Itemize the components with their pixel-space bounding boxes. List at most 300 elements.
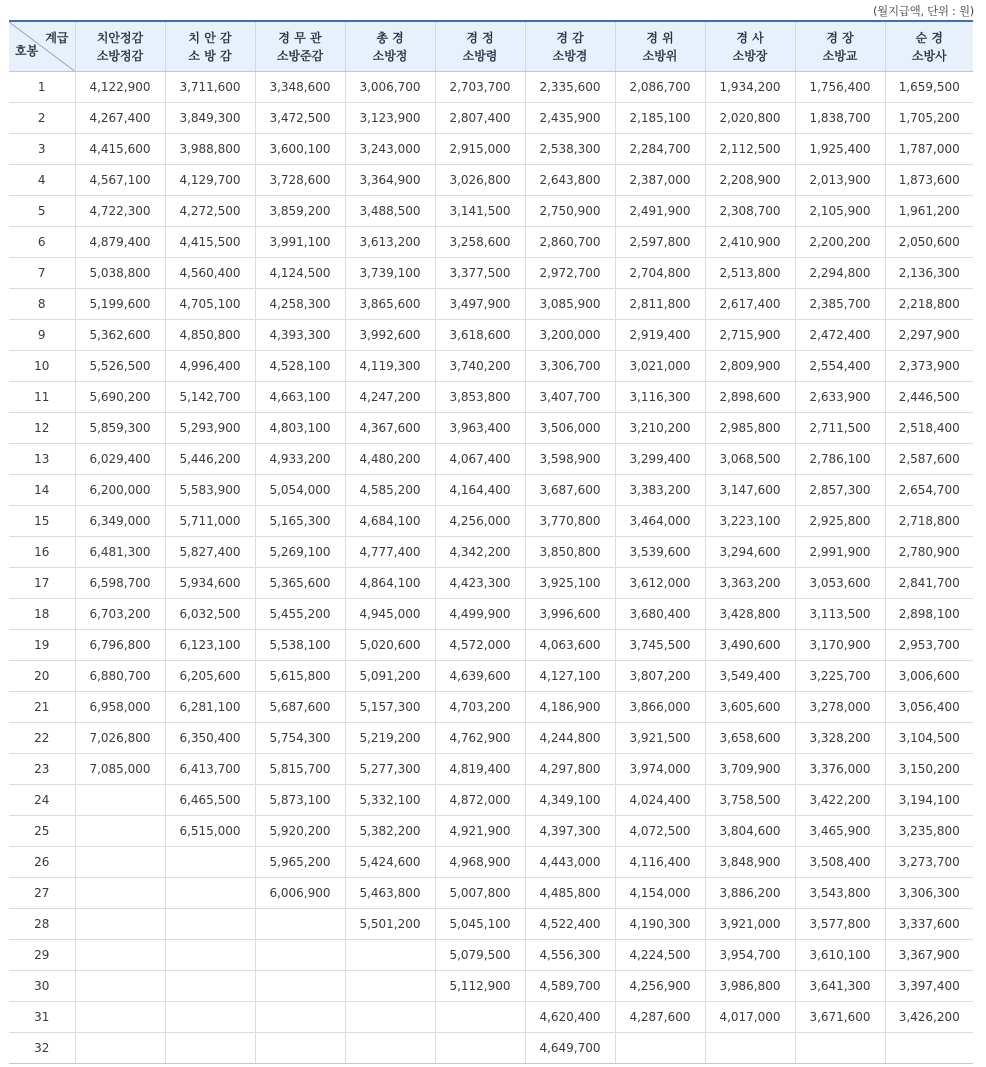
col-header-6: [525, 21, 615, 72]
salary-cell: 2,385,700: [795, 289, 885, 320]
salary-cell: 3,577,800: [795, 909, 885, 940]
salary-cell: 3,770,800: [525, 506, 615, 537]
step-number-cell: 25: [9, 816, 75, 847]
salary-cell: 2,112,500: [705, 134, 795, 165]
salary-cell: 4,528,100: [255, 351, 345, 382]
salary-cell: 2,915,000: [435, 134, 525, 165]
salary-cell: 5,538,100: [255, 630, 345, 661]
salary-cell: 4,499,900: [435, 599, 525, 630]
table-row: [9, 630, 973, 661]
table-row: [9, 661, 973, 692]
salary-cell: 4,258,300: [255, 289, 345, 320]
salary-cell: 2,208,900: [705, 165, 795, 196]
salary-cell: 5,365,600: [255, 568, 345, 599]
salary-cell: 4,116,400: [615, 847, 705, 878]
salary-cell: 3,465,900: [795, 816, 885, 847]
salary-cell: [75, 847, 165, 878]
salary-cell: 3,235,800: [885, 816, 973, 847]
salary-cell: 6,958,000: [75, 692, 165, 723]
salary-cell: 6,413,700: [165, 754, 255, 785]
table-row: [9, 475, 973, 506]
salary-cell: 4,127,100: [525, 661, 615, 692]
salary-cell: 3,641,300: [795, 971, 885, 1002]
col-header-fire: 소방교: [822, 48, 858, 63]
salary-cell: 2,554,400: [795, 351, 885, 382]
salary-cell: 2,633,900: [795, 382, 885, 413]
step-number-cell: 3: [9, 134, 75, 165]
salary-cell: [75, 940, 165, 971]
salary-cell: 3,680,400: [615, 599, 705, 630]
col-header-police: 경 무 관: [278, 30, 322, 45]
salary-cell: 5,038,800: [75, 258, 165, 289]
table-row: [9, 537, 973, 568]
salary-cell: 1,756,400: [795, 72, 885, 103]
step-number-cell: 23: [9, 754, 75, 785]
salary-cell: 2,086,700: [615, 72, 705, 103]
salary-cell: 1,934,200: [705, 72, 795, 103]
salary-cell: 7,085,000: [75, 754, 165, 785]
step-number-cell: 6: [9, 227, 75, 258]
salary-cell: 4,393,300: [255, 320, 345, 351]
salary-cell: 3,850,800: [525, 537, 615, 568]
salary-cell: 3,740,200: [435, 351, 525, 382]
salary-cell: 2,860,700: [525, 227, 615, 258]
table-row: [9, 227, 973, 258]
salary-cell: 2,050,600: [885, 227, 973, 258]
step-number-cell: 1: [9, 72, 75, 103]
col-header-9: [795, 21, 885, 72]
salary-cell: [165, 940, 255, 971]
salary-cell: 2,491,900: [615, 196, 705, 227]
salary-cell: 5,382,200: [345, 816, 435, 847]
table-row: [9, 940, 973, 971]
salary-cell: 3,150,200: [885, 754, 973, 785]
salary-cell: 4,443,000: [525, 847, 615, 878]
col-header-police: 경 정: [466, 30, 494, 45]
salary-cell: 3,992,600: [345, 320, 435, 351]
salary-cell: 2,715,900: [705, 320, 795, 351]
salary-cell: 3,258,600: [435, 227, 525, 258]
salary-cell: 2,809,900: [705, 351, 795, 382]
col-header-5: [435, 21, 525, 72]
salary-cell: 2,654,700: [885, 475, 973, 506]
salary-cell: 3,886,200: [705, 878, 795, 909]
salary-cell: 5,501,200: [345, 909, 435, 940]
salary-cell: 3,364,900: [345, 165, 435, 196]
salary-cell: [345, 1033, 435, 1064]
col-header-fire: 소방준감: [276, 48, 324, 63]
step-number-cell: 13: [9, 444, 75, 475]
salary-cell: 2,218,800: [885, 289, 973, 320]
table-row: [9, 816, 973, 847]
salary-cell: 3,026,800: [435, 165, 525, 196]
col-header-7: [615, 21, 705, 72]
salary-cell: 4,522,400: [525, 909, 615, 940]
salary-cell: 3,299,400: [615, 444, 705, 475]
table-row: [9, 971, 973, 1002]
salary-cell: 5,754,300: [255, 723, 345, 754]
step-number-cell: 16: [9, 537, 75, 568]
col-header-police: 경 위: [646, 30, 674, 45]
salary-cell: [345, 940, 435, 971]
salary-cell: 4,996,400: [165, 351, 255, 382]
salary-cell: 2,925,800: [795, 506, 885, 537]
table-row: [9, 413, 973, 444]
step-number-cell: 18: [9, 599, 75, 630]
table-row: [9, 1033, 973, 1064]
salary-cell: 5,142,700: [165, 382, 255, 413]
salary-cell: 4,415,600: [75, 134, 165, 165]
salary-cell: 2,013,900: [795, 165, 885, 196]
salary-cell: 4,968,900: [435, 847, 525, 878]
salary-cell: 3,988,800: [165, 134, 255, 165]
salary-cell: 5,079,500: [435, 940, 525, 971]
salary-cell: 3,600,100: [255, 134, 345, 165]
salary-cell: 2,718,800: [885, 506, 973, 537]
salary-cell: 5,165,300: [255, 506, 345, 537]
salary-cell: [435, 1033, 525, 1064]
salary-cell: 3,141,500: [435, 196, 525, 227]
salary-cell: 5,199,600: [75, 289, 165, 320]
salary-cell: 2,972,700: [525, 258, 615, 289]
salary-cell: 4,190,300: [615, 909, 705, 940]
table-row: [9, 599, 973, 630]
col-header-police: 경 사: [736, 30, 764, 45]
salary-cell: 4,864,100: [345, 568, 435, 599]
salary-cell: [165, 1002, 255, 1033]
step-number-cell: 19: [9, 630, 75, 661]
salary-cell: 2,020,800: [705, 103, 795, 134]
salary-cell: 3,618,600: [435, 320, 525, 351]
table-row: [9, 506, 973, 537]
salary-cell: 6,515,000: [165, 816, 255, 847]
col-header-police: 치안정감: [96, 30, 144, 45]
salary-cell: 2,435,900: [525, 103, 615, 134]
unit-note: (월지급액, 단위 : 원): [872, 4, 974, 18]
step-number-cell: 29: [9, 940, 75, 971]
salary-cell: 3,363,200: [705, 568, 795, 599]
salary-cell: 5,054,000: [255, 475, 345, 506]
salary-cell: 5,920,200: [255, 816, 345, 847]
salary-cell: 3,745,500: [615, 630, 705, 661]
salary-cell: 4,423,300: [435, 568, 525, 599]
salary-cell: 3,006,600: [885, 661, 973, 692]
salary-cell: 3,428,800: [705, 599, 795, 630]
salary-cell: 5,332,100: [345, 785, 435, 816]
table-row: [9, 1002, 973, 1033]
header-row: [9, 21, 973, 72]
salary-cell: 3,225,700: [795, 661, 885, 692]
salary-cell: 6,703,200: [75, 599, 165, 630]
salary-cell: 2,587,600: [885, 444, 973, 475]
salary-cell: 3,963,400: [435, 413, 525, 444]
salary-cell: 4,244,800: [525, 723, 615, 754]
col-header-fire: 소방경: [552, 48, 588, 63]
salary-cell: 3,921,500: [615, 723, 705, 754]
salary-cell: [165, 878, 255, 909]
salary-cell: 2,807,400: [435, 103, 525, 134]
salary-cell: [705, 1033, 795, 1064]
salary-cell: 3,472,500: [255, 103, 345, 134]
salary-cell: 2,857,300: [795, 475, 885, 506]
salary-cell: 2,643,800: [525, 165, 615, 196]
table-row: [9, 382, 973, 413]
salary-cell: 5,455,200: [255, 599, 345, 630]
salary-cell: 3,147,600: [705, 475, 795, 506]
salary-cell: 5,815,700: [255, 754, 345, 785]
corner-header: [9, 21, 75, 72]
salary-cell: 4,164,400: [435, 475, 525, 506]
salary-cell: 3,506,000: [525, 413, 615, 444]
salary-cell: 4,122,900: [75, 72, 165, 103]
salary-cell: 5,219,200: [345, 723, 435, 754]
salary-cell: 5,827,400: [165, 537, 255, 568]
salary-cell: 4,945,000: [345, 599, 435, 630]
salary-cell: 3,804,600: [705, 816, 795, 847]
salary-cell: 5,711,000: [165, 506, 255, 537]
salary-cell: 6,880,700: [75, 661, 165, 692]
salary-cell: 5,091,200: [345, 661, 435, 692]
salary-cell: 2,513,800: [705, 258, 795, 289]
salary-cell: 4,556,300: [525, 940, 615, 971]
salary-cell: 4,933,200: [255, 444, 345, 475]
salary-cell: 3,422,200: [795, 785, 885, 816]
table-row: [9, 692, 973, 723]
salary-cell: 3,613,200: [345, 227, 435, 258]
salary-cell: 4,129,700: [165, 165, 255, 196]
salary-cell: 6,029,400: [75, 444, 165, 475]
table-row: [9, 165, 973, 196]
salary-cell: [165, 971, 255, 1002]
salary-cell: 6,200,000: [75, 475, 165, 506]
step-number-cell: 31: [9, 1002, 75, 1033]
salary-cell: 3,658,600: [705, 723, 795, 754]
salary-cell: 5,045,100: [435, 909, 525, 940]
salary-cell: 4,415,500: [165, 227, 255, 258]
salary-cell: 4,777,400: [345, 537, 435, 568]
salary-cell: 3,116,300: [615, 382, 705, 413]
salary-cell: 5,690,200: [75, 382, 165, 413]
table-body: [9, 72, 973, 1064]
salary-cell: [795, 1033, 885, 1064]
salary-cell: 3,488,500: [345, 196, 435, 227]
salary-cell: 5,859,300: [75, 413, 165, 444]
salary-cell: 6,349,000: [75, 506, 165, 537]
salary-cell: 4,267,400: [75, 103, 165, 134]
salary-cell: 3,273,700: [885, 847, 973, 878]
salary-cell: 4,567,100: [75, 165, 165, 196]
salary-cell: [165, 1033, 255, 1064]
salary-cell: [345, 1002, 435, 1033]
salary-cell: 3,605,600: [705, 692, 795, 723]
table-row: [9, 72, 973, 103]
salary-cell: [75, 878, 165, 909]
salary-cell: 3,113,500: [795, 599, 885, 630]
salary-cell: [75, 1033, 165, 1064]
col-header-fire: 소방정: [372, 48, 408, 63]
table-row: [9, 878, 973, 909]
step-number-cell: 27: [9, 878, 75, 909]
salary-cell: 2,284,700: [615, 134, 705, 165]
salary-cell: 2,991,900: [795, 537, 885, 568]
salary-cell: 6,481,300: [75, 537, 165, 568]
col-header-police: 경 감: [556, 30, 584, 45]
step-number-cell: 30: [9, 971, 75, 1002]
salary-cell: 3,376,000: [795, 754, 885, 785]
step-number-cell: 2: [9, 103, 75, 134]
salary-cell: 3,377,500: [435, 258, 525, 289]
salary-cell: 3,337,600: [885, 909, 973, 940]
salary-cell: 2,919,400: [615, 320, 705, 351]
salary-cell: [255, 940, 345, 971]
col-header-3: [255, 21, 345, 72]
salary-cell: 3,348,600: [255, 72, 345, 103]
salary-cell: 5,424,600: [345, 847, 435, 878]
table-row: [9, 723, 973, 754]
salary-cell: 2,898,600: [705, 382, 795, 413]
salary-cell: 1,659,500: [885, 72, 973, 103]
salary-cell: 3,306,700: [525, 351, 615, 382]
col-header-fire: 소방위: [642, 48, 678, 63]
table-row: [9, 103, 973, 134]
salary-cell: 2,200,200: [795, 227, 885, 258]
salary-cell: 6,123,100: [165, 630, 255, 661]
salary-cell: 4,119,300: [345, 351, 435, 382]
salary-cell: [75, 1002, 165, 1033]
step-number-cell: 21: [9, 692, 75, 723]
step-number-cell: 14: [9, 475, 75, 506]
salary-cell: 3,709,900: [705, 754, 795, 785]
salary-cell: 3,954,700: [705, 940, 795, 971]
salary-cell: 3,859,200: [255, 196, 345, 227]
step-number-cell: 28: [9, 909, 75, 940]
salary-cell: 3,397,400: [885, 971, 973, 1002]
salary-cell: 4,684,100: [345, 506, 435, 537]
salary-cell: [75, 909, 165, 940]
step-number-cell: 11: [9, 382, 75, 413]
salary-cell: 3,053,600: [795, 568, 885, 599]
salary-cell: 4,703,200: [435, 692, 525, 723]
col-header-fire: 소방사: [911, 48, 947, 63]
salary-cell: 4,879,400: [75, 227, 165, 258]
step-number-cell: 22: [9, 723, 75, 754]
step-number-cell: 5: [9, 196, 75, 227]
salary-cell: 3,728,600: [255, 165, 345, 196]
salary-cell: 5,157,300: [345, 692, 435, 723]
salary-cell: 3,612,000: [615, 568, 705, 599]
salary-cell: 2,711,500: [795, 413, 885, 444]
salary-cell: 5,020,600: [345, 630, 435, 661]
salary-cell: [255, 909, 345, 940]
salary-table: [9, 20, 973, 1064]
salary-cell: 2,518,400: [885, 413, 973, 444]
col-header-police: 총 경: [376, 30, 404, 45]
salary-cell: 4,663,100: [255, 382, 345, 413]
step-number-cell: 26: [9, 847, 75, 878]
salary-cell: 2,136,300: [885, 258, 973, 289]
salary-cell: 3,549,400: [705, 661, 795, 692]
salary-cell: [75, 785, 165, 816]
col-header-2: [165, 21, 255, 72]
salary-cell: 4,921,900: [435, 816, 525, 847]
salary-cell: 2,704,800: [615, 258, 705, 289]
salary-cell: 2,985,800: [705, 413, 795, 444]
salary-cell: 3,085,900: [525, 289, 615, 320]
salary-cell: 3,306,300: [885, 878, 973, 909]
salary-cell: 5,446,200: [165, 444, 255, 475]
salary-cell: [885, 1033, 973, 1064]
salary-cell: 4,649,700: [525, 1033, 615, 1064]
salary-cell: [75, 816, 165, 847]
step-number-cell: 9: [9, 320, 75, 351]
salary-cell: 2,308,700: [705, 196, 795, 227]
salary-cell: 5,293,900: [165, 413, 255, 444]
table-row: [9, 289, 973, 320]
table-row: [9, 909, 973, 940]
salary-cell: 5,583,900: [165, 475, 255, 506]
table-row: [9, 351, 973, 382]
salary-cell: 2,786,100: [795, 444, 885, 475]
salary-cell: 3,294,600: [705, 537, 795, 568]
col-header-10: [885, 21, 973, 72]
table-row: [9, 196, 973, 227]
col-header-4: [345, 21, 435, 72]
salary-cell: 2,387,000: [615, 165, 705, 196]
salary-cell: 3,328,200: [795, 723, 885, 754]
salary-cell: 1,925,400: [795, 134, 885, 165]
salary-cell: 3,383,200: [615, 475, 705, 506]
salary-cell: 3,921,000: [705, 909, 795, 940]
step-number-cell: 24: [9, 785, 75, 816]
corner-rank-label: 계급: [45, 31, 69, 45]
salary-cell: 3,991,100: [255, 227, 345, 258]
salary-cell: 3,974,000: [615, 754, 705, 785]
salary-cell: 3,464,000: [615, 506, 705, 537]
table-row: [9, 258, 973, 289]
salary-cell: 2,841,700: [885, 568, 973, 599]
step-number-cell: 4: [9, 165, 75, 196]
salary-cell: 6,598,700: [75, 568, 165, 599]
salary-cell: 4,024,400: [615, 785, 705, 816]
col-header-police: 치 안 감: [188, 30, 232, 45]
salary-cell: 2,294,800: [795, 258, 885, 289]
salary-cell: 1,961,200: [885, 196, 973, 227]
salary-cell: 4,705,100: [165, 289, 255, 320]
salary-cell: [255, 971, 345, 1002]
col-header-fire: 소방령: [462, 48, 498, 63]
salary-cell: 4,560,400: [165, 258, 255, 289]
salary-cell: 2,953,700: [885, 630, 973, 661]
salary-cell: [345, 971, 435, 1002]
salary-cell: 4,124,500: [255, 258, 345, 289]
salary-cell: 6,465,500: [165, 785, 255, 816]
salary-cell: 2,617,400: [705, 289, 795, 320]
salary-cell: 2,105,900: [795, 196, 885, 227]
salary-cell: 3,006,700: [345, 72, 435, 103]
salary-cell: 3,508,400: [795, 847, 885, 878]
salary-cell: 2,750,900: [525, 196, 615, 227]
salary-cell: 4,072,500: [615, 816, 705, 847]
col-header-1: [75, 21, 165, 72]
salary-cell: 7,026,800: [75, 723, 165, 754]
salary-cell: 3,367,900: [885, 940, 973, 971]
salary-cell: 4,017,000: [705, 1002, 795, 1033]
salary-cell: 3,539,600: [615, 537, 705, 568]
corner-step-label: 호봉: [15, 44, 39, 58]
salary-cell: 4,803,100: [255, 413, 345, 444]
salary-cell: 3,687,600: [525, 475, 615, 506]
salary-cell: 3,853,800: [435, 382, 525, 413]
